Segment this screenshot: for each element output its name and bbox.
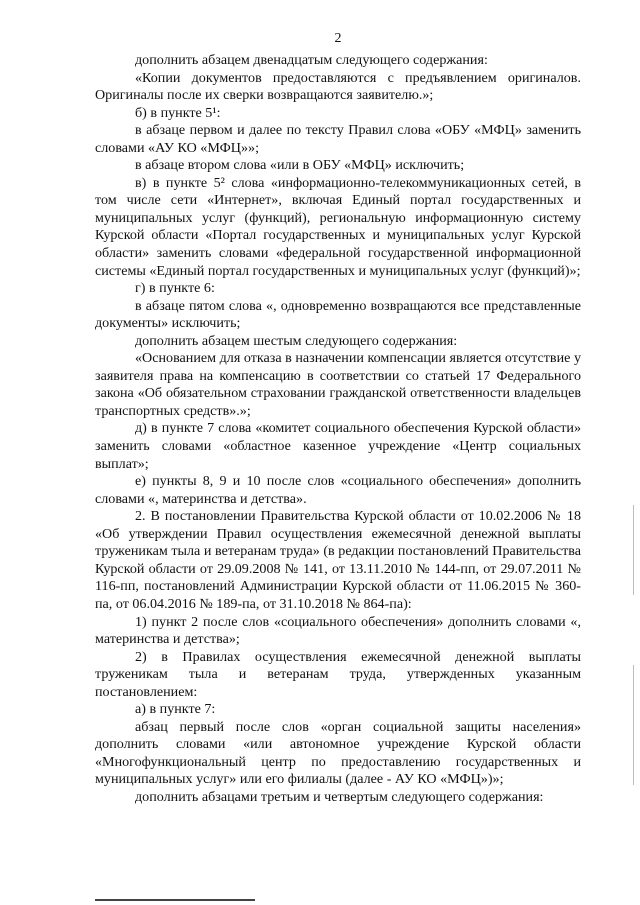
footer-rule [95,899,255,901]
paragraph-2: «Копии документов предоставляются с предъявлением оригиналов. Оригиналы после их сверки возвращаются заявителю.»; [95,69,581,104]
paragraph-12: е) пункты 8, 9 и 10 после слов «социального обеспечения» дополнить словами «, материнства и детства». [95,473,581,507]
paragraph-16: а) в пункте 7: [135,701,216,718]
paragraph-18: дополнить абзацами третьим и четвертым следующего содержания: [135,788,544,805]
document-page [95,0,581,905]
page-number: 2 [334,31,342,46]
paragraph-13: 2. В постановлении Правительства Курской области от 10.02.2006 № 18 «Об утверждении Правил осуществления ежемесячной денежной выплаты труженикам тыла и ветеранам труда» (в редакции постановлений Правительства Курской области от 29.09.2008 № 141, от 13.11.2010 № 144-пп, от 29.07.2011 № 116-пп, постановлений Администрации Курской области от 11.06.2015 № 360-па, от 06.04.2016 № 189-па, от 31.10.2018 № 864-па): [95,508,581,612]
paragraph-1: дополнить абзацем двенадцатым следующего содержания: [135,52,488,68]
paragraph-5: в абзаце втором слова «или в ОБУ «МФЦ» исключить; [135,157,465,174]
document-body [95,52,581,807]
paragraph-15: 2) в Правилах осуществления ежемесячной денежной выплаты труженикам тыла и ветеранам труда, утвержденных указанным постановлением: [95,648,581,700]
paragraph-10: «Основанием для отказа в назначении компенсации является отсутствие у заявителя права на компенсацию в соответствии со статьей 17 Федерального закона «Об обязательном страховании гражданской ответственности владельцев транспортных средств».»; [95,350,581,419]
paragraph-3: б) в пункте 5¹: [135,104,221,121]
paragraph-17: абзац первый после слов «орган социальной защиты населения» дополнить словами «или автономное учреждение Курской области «Многофункциональный центр по предоставлению государственных и муниципальных услуг» или его филиалы (далее - АУ КО «МФЦ»)»; [95,718,581,788]
paragraph-7: г) в пункте 6: [135,280,215,297]
scan-margin-mark [633,665,634,785]
paragraph-9: дополнить абзацем шестым следующего содержания: [135,332,458,349]
scan-margin-mark [633,505,634,595]
paragraph-14: 1) пункт 2 после слов «социального обеспечения» дополнить словами «, материнства и детства»; [95,613,581,648]
paragraph-8: в абзаце пятом слова «, одновременно возвращаются все представленные документы» исключить; [95,297,581,332]
paragraph-6: в) в пункте 5² слова «информационно-телекоммуникационных сетей, в том числе сети «Интернет», включая Единый портал государственных и муниципальных услуг (функций), региональную информационную систему Курской области «Портал государственных и муниципальных услуг Курской области» заменить словами «федеральной государственной информационной системы «Единый портал государственных и муниципальных услуг (функций)»; [95,174,581,279]
paragraph-4: в абзаце первом и далее по тексту Правил слова «ОБУ «МФЦ» заменить словами «АУ КО «МФЦ»»; [95,122,581,156]
paragraph-11: д) в пункте 7 слова «комитет социального обеспечения Курской области» заменить словами «областное казенное учреждение «Центр социальных выплат»; [95,420,581,472]
